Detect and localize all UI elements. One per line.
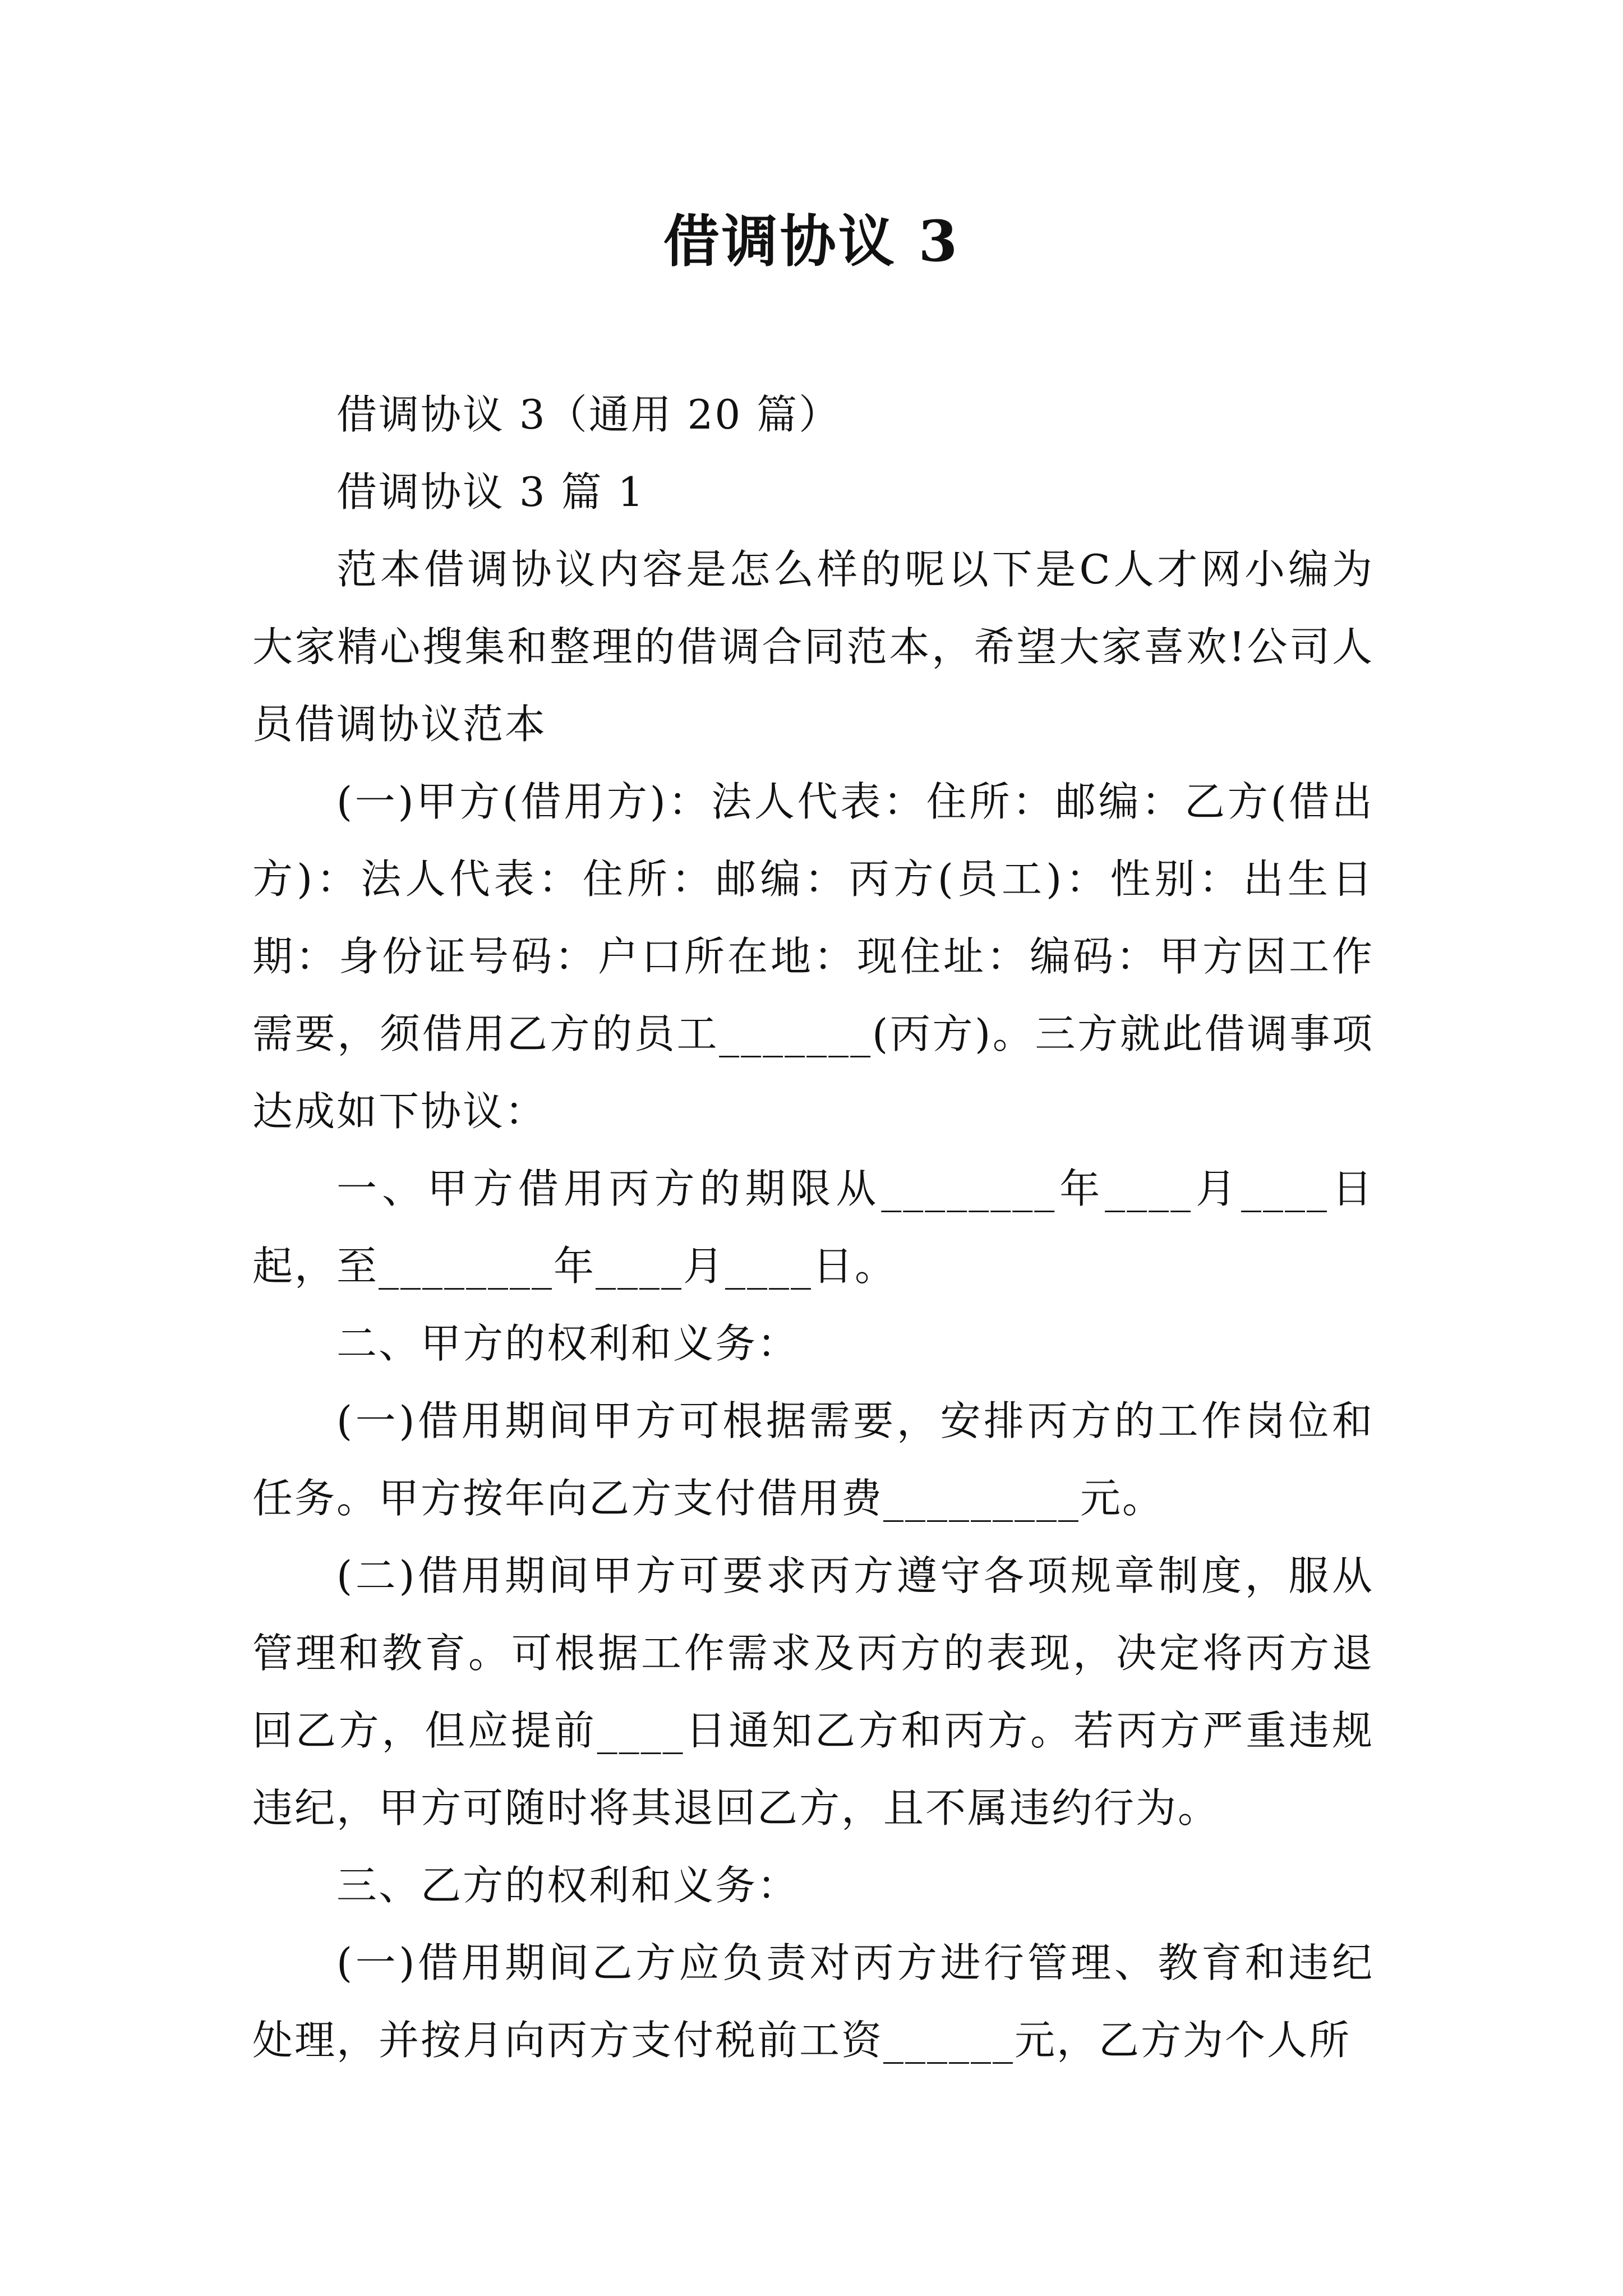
party-b-clause-1: (一)借用期间乙方应负责对丙方进行管理、教育和违纪处理，并按月向丙方支付税前工资______元，乙方为个人所 [252,1939,1374,2064]
document-title: 借调协议 3 [663,208,960,274]
subtitle-paragraph: 借调协议 3（通用 20 篇） [336,391,841,438]
party-a-clause-2: (二)借用期间甲方可要求丙方遵守各项规章制度，服从管理和教育。可根据工作需求及丙方的表现，决定将丙方退回乙方，但应提前____日通知乙方和丙方。若丙方严重违规违纪，甲方可随时将其退回乙方，且不属违约行为。 [252,1552,1374,1832]
document-body [252,376,1374,2079]
parties-paragraph: (一)甲方(借用方)：法人代表：住所：邮编：乙方(借出方)：法人代表：住所：邮编：丙方(员工)：性别：出生日期：身份证号码：户口所在地：现住址：编码：甲方因工作需要，须借用乙方的员工_______(丙方)。三方就此借调事项达成如下协议： [252,778,1374,1135]
party-b-rights-heading: 三、乙方的权利和义务： [336,1862,800,1909]
section-heading-paragraph: 借调协议 3 篇 1 [336,468,645,516]
party-a-rights-heading: 二、甲方的权利和义务： [336,1320,800,1367]
party-a-clause-1: (一)借用期间甲方可根据需要，安排丙方的工作岗位和任务。甲方按年向乙方支付借用费_________元。 [252,1397,1374,1522]
intro-paragraph: 范本借调协议内容是怎么样的呢以下是C人才网小编为大家精心搜集和整理的借调合同范本，希望大家喜欢!公司人员借调协议范本 [252,546,1374,748]
clause-term-paragraph: 一、甲方借用丙方的期限从________年____月____日起，至________年____月____日。 [252,1165,1374,1290]
